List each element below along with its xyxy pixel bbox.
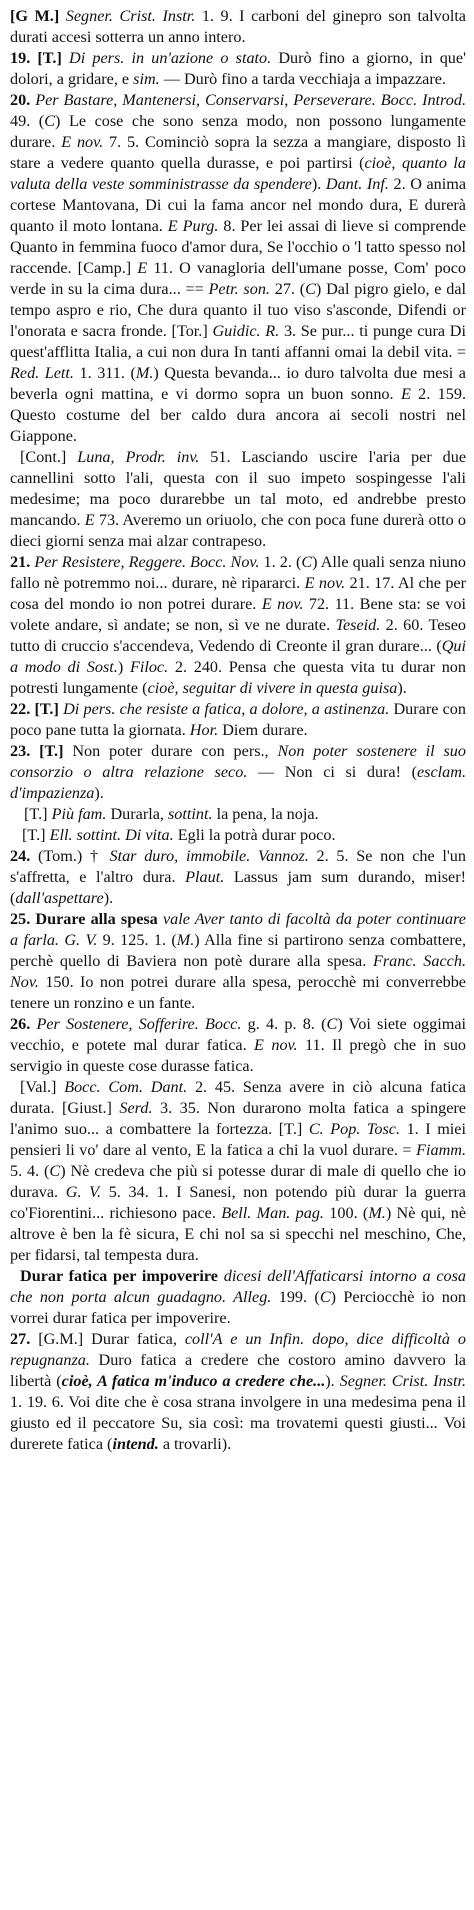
entry-text: 11. O vanagloria dell'umane posse, Com' poco verde in su la cima dura... == xyxy=(10,259,466,298)
entry-text: 24. xyxy=(10,847,38,865)
entry-seg-24 xyxy=(10,846,466,909)
entry-text: 150. Io non potrei durare alla spesa, perocchè mi converrebbe tenere un ronzino e un fante. xyxy=(10,973,466,1012)
entry-text: 5. 34. 1. I Sanesi, non potendo più durar la guerra co'Fiorentini... richiesono pace. xyxy=(10,1183,466,1222)
entry-text: E xyxy=(400,385,411,403)
entry-text: — Durò fino a tarda vecchiaja a impazzare. xyxy=(159,70,446,88)
entry-text: Bocc. Com. Dant. xyxy=(64,1078,188,1096)
entry-text: ). xyxy=(325,1372,340,1390)
entry-text: 199. ( xyxy=(271,1288,320,1306)
entry-seg-cont xyxy=(10,447,466,552)
entry-seg-21 xyxy=(10,552,466,699)
entry-text: E nov. xyxy=(254,1036,298,1054)
entry-text: Per Sostenere, Sofferire. Bocc. xyxy=(36,1015,242,1033)
entry-seg-25 xyxy=(10,909,466,1014)
entry-text: M. xyxy=(368,1204,386,1222)
entry-text: [T.] xyxy=(22,826,50,844)
entry-text: 1. 9. I carboni del ginepro son talvolta durati accesi sotterra un anno intero. xyxy=(10,7,466,46)
entry-text: Red. Lett. xyxy=(10,364,74,382)
entry-text: 72. 11. Bene sta: se voi volete andare, sì andate; se non, sì ve ne durate. xyxy=(10,595,466,634)
entry-text: C xyxy=(49,1162,61,1180)
entry-text: cioè, quanto la valuta della veste somministrasse da spendere xyxy=(10,154,466,193)
entry-text: C xyxy=(305,280,316,298)
entry-text: 73. Averemo un oriuolo, che con poca fune durerà otto o dieci giorni senza mai alzar contrapeso. xyxy=(10,511,466,550)
entry-text: Durar fatica per impoverire xyxy=(20,1267,224,1285)
entry-text: 7. 5. Cominciò sopra la sezza a mangiare, disposto lì stare a vedere quanto quella durasse, e poi partirsi ( xyxy=(10,133,466,172)
entry-text: [G.M.] Durar fatica, xyxy=(38,1330,185,1348)
entry-text: C xyxy=(301,553,313,571)
entry-text: 1. 311. ( xyxy=(73,364,136,382)
entry-text: G. V. xyxy=(65,1183,102,1201)
entry-text: Per Bastare, Mantenersi, Conservarsi, Perseverare. Bocc. Introd. xyxy=(35,91,466,109)
entry-text: 2. 60. Teseo tutto di cruccio s'accendeva, Vedendo di Creonte il gran durare... ( xyxy=(10,616,466,655)
entry-text: [T.] xyxy=(24,805,52,823)
entry-text: Durare con poco pane tutta la giornata. xyxy=(10,700,466,739)
entry-text: ) Alla fine si partirono senza combattere, perchè quello di Baviera non potè durare alla spesa. xyxy=(10,931,466,970)
entry-text: Luna, Prodr. inv. xyxy=(77,448,200,466)
entry-text: Più fam. xyxy=(51,805,107,823)
entry-text: 3. Se pur... ti punge cura Di quest'afflitta Italia, a cui non dura In tanti affanni omai la debil vita. = xyxy=(10,322,466,361)
entry-text: ) Questa bevanda... io duro talvolta due mesi a beverla ogni mattina, e vi dormo sopra un buon sonno. xyxy=(10,364,466,403)
entry-text: Dant. Inf. xyxy=(325,175,389,193)
entry-seg-23a xyxy=(10,804,466,825)
entry-text: 25. Durare alla spesa xyxy=(10,910,163,928)
entry-text: ) Nè credeva che più si potesse durar di male di quello che io durava. xyxy=(10,1162,467,1201)
entry-text: C xyxy=(44,112,55,130)
entry-text: intend. xyxy=(112,1435,159,1453)
entry-text: ) xyxy=(117,658,130,676)
entry-text: Diem durare. xyxy=(218,721,308,739)
entry-seg-val xyxy=(10,1077,466,1266)
entry-text: Di pers. che resiste a fatica, a dolore, a astinenza. xyxy=(63,700,390,718)
entry-text: 27. ( xyxy=(269,280,306,298)
entry-text: Segner. Crist. Instr. xyxy=(65,7,202,25)
entry-text: M. xyxy=(135,364,154,382)
entry-text: 3. 35. Non durarono molta fatica a spingere l'animo suo... a combattere la fortezza. [T.] xyxy=(10,1099,466,1138)
entry-text: ). xyxy=(103,889,114,907)
entry-text: 26. xyxy=(10,1015,37,1033)
entry-text: Teseid. xyxy=(335,616,381,634)
entry-text: 2. 240. Pensa che questa vita tu durar non potresti lungamente ( xyxy=(10,658,466,697)
entry-text: C. Pop. Tosc. xyxy=(308,1120,401,1138)
entry-seg-23 xyxy=(10,741,466,804)
entry-text: ) Dal pigro gielo, e dal tempo aspro e rio, Che dura quanto il tuo viso s'asconde, Difendi or l'onorata e sacra fronde. [Tor.] xyxy=(10,280,467,340)
entry-seg-26 xyxy=(10,1014,466,1077)
entry-seg-19 xyxy=(10,48,466,90)
entry-text: Guidic. R. xyxy=(212,322,280,340)
entry-text: ) Alle quali senza niuno fallo nè potremmo noi... durare, nè ripararci. xyxy=(10,553,466,592)
entry-text: 51. Lasciando uscire l'aria per due cannellini sotto l'ali, questa con il suo impeto sospingesse l'ali medesime; ma poco durarebbe un tal moto, ed andrebbe presto mancando. xyxy=(10,448,466,529)
entry-text: Bell. Man. pag. xyxy=(221,1204,324,1222)
entry-text: Lassus jam sum durando, miser! ( xyxy=(10,868,466,907)
entry-text: Per Resistere, Reggere. Bocc. Nov. xyxy=(34,553,260,571)
entry-text: ) Voi siete oggimai vecchio, e potete mal durar fatica. xyxy=(10,1015,467,1054)
entry-text: E nov. xyxy=(261,595,304,613)
entry-text: C xyxy=(319,1288,331,1306)
entry-text: ). xyxy=(311,175,326,193)
entry-text: dall'aspettare xyxy=(15,889,104,907)
entry-text: 27. xyxy=(10,1330,39,1348)
entry-text: Franc. Sacch. Nov. xyxy=(10,952,466,991)
entry-text: 2. O anima cortese Mantovana, Di cui la fama ancor nel mondo dura, E durerà quanto il moto lontana. xyxy=(10,175,467,235)
entry-seg-20 xyxy=(10,90,466,447)
entry-text: 22. [T.] xyxy=(10,700,64,718)
entry-text: 9. 125. 1. ( xyxy=(97,931,177,949)
entry-text: ) Nè qui, nè altrove è ben la fè sicura, E chi nol sa si specchi nel meschino, Che, per fidarsi, tal tempesta dura. xyxy=(10,1204,467,1264)
entry-text: Egli la potrà durar poco. xyxy=(173,826,336,844)
entry-text: Petr. son. xyxy=(208,280,270,298)
entry-text: 1. 19. 6. Voi dite che è cosa strana involgere in una medesima pena il giusto ed il peccatore Su, sia così: ma trovatemi questi giusti... Voi durerete fatica ( xyxy=(10,1393,466,1453)
entry-text: Serd. xyxy=(119,1099,153,1117)
entry-text: cioè, seguitar di vivere in questa guisa xyxy=(147,679,398,697)
entry-text: E xyxy=(84,511,95,529)
entry-text: ) Le cose che sono senza modo, non possono lungamente durare. xyxy=(10,112,466,151)
entry-text: Plaut. xyxy=(185,868,225,886)
entry-text: ). xyxy=(397,679,407,697)
entry-text: Star duro, immobile. Vannoz. xyxy=(109,847,309,865)
entry-text: Durò fino a giorno, in que' dolori, a gridare, e xyxy=(10,49,466,88)
entry-seg-imp xyxy=(10,1266,466,1329)
entry-text: [G M.] xyxy=(10,7,66,25)
entry-seg-gm xyxy=(10,6,466,48)
entry-text: Filoc. xyxy=(129,658,169,676)
entry-text: 1. 2. ( xyxy=(259,553,302,571)
entry-text: 21. xyxy=(10,553,35,571)
entry-text: cioè, A fatica m'induco a credere che... xyxy=(61,1372,326,1390)
entry-text: (Tom.) † xyxy=(37,847,110,865)
entry-text: Ell. sottint. Di vita. xyxy=(49,826,174,844)
entry-text: 21. 17. Al che per cosa del mondo io non potrei durare. xyxy=(10,574,466,613)
entry-seg-22 xyxy=(10,699,466,741)
entry-text: E nov. xyxy=(61,133,104,151)
entry-text: vale Aver tanto di facoltà da poter continuare a farla. G. V. xyxy=(10,910,466,949)
entry-text: g. 4. p. 8. ( xyxy=(241,1015,327,1033)
entry-text: coll'A e un Infin. dopo, dice difficoltà o repugnanza. xyxy=(10,1330,467,1369)
entry-text: 100. ( xyxy=(323,1204,369,1222)
entry-text: — Non ci si dura! ( xyxy=(247,763,417,781)
entry-text: sim. xyxy=(133,70,160,88)
entry-text: 2. 45. Senza avere in ciò alcuna fatica durata. [Giust.] xyxy=(10,1078,466,1117)
entry-text: sottint. xyxy=(168,805,213,823)
entry-text: Durarla, xyxy=(106,805,168,823)
entry-seg-27 xyxy=(10,1329,466,1455)
entry-text: a trovarli). xyxy=(158,1435,232,1453)
entry-text: esclam. d'impazienza xyxy=(10,763,466,802)
entry-text: 20. xyxy=(10,91,36,109)
entry-text: Qui a modo di Sost. xyxy=(10,637,466,676)
entry-text: dicesi dell'Affaticarsi intorno a cosa che non porta alcun guadagno. Alleg. xyxy=(10,1267,466,1306)
entry-text: 8. Per lei assai di lieve si comprende Quanto in femmina fuoco d'amor dura, Se l'occhio o 'l tatto spesso nol raccende. [Camp.] xyxy=(10,217,467,277)
entry-text: 2. 5. Se non che l'un s'affretta, e l'altro dura. xyxy=(10,847,466,886)
entry-text: E nov. xyxy=(304,574,346,592)
entry-text: 19. [T.] xyxy=(10,49,70,67)
entry-text: 23. [T.] xyxy=(10,742,73,760)
entry-text: 49. ( xyxy=(10,112,45,130)
entry-text: [Val.] xyxy=(20,1078,65,1096)
entry-text: Di pers. in un'azione o stato. xyxy=(69,49,279,67)
entry-text: Non poter sostenere il suo consorzio o altra relazione seco. xyxy=(10,742,466,781)
entry-text: Hor. xyxy=(189,721,219,739)
entry-text: C xyxy=(326,1015,338,1033)
entry-text: Duro fatica a credere che costoro amino davvero la libertà ( xyxy=(10,1351,466,1390)
entry-text: ). xyxy=(94,784,104,802)
entry-text: Non poter durare con pers., xyxy=(72,742,278,760)
entry-text: ) Perciocchè io non vorrei durar fatica per impoverire. xyxy=(10,1288,467,1327)
entry-text: 11. Il pregò che in suo servigio in queste cose durasse fatica. xyxy=(10,1036,467,1075)
entry-text: 1. I miei pensieri li vo' dare al vento, E la fatica a chi la vuol durare. = xyxy=(10,1120,466,1159)
entry-seg-23b xyxy=(10,825,466,846)
entry-text: 5. 4. ( xyxy=(10,1162,50,1180)
entry-text: E xyxy=(137,259,148,277)
entry-text: Fiamm. xyxy=(416,1141,466,1159)
entry-text: E Purg. xyxy=(167,217,219,235)
entry-text: [Cont.] xyxy=(20,448,78,466)
entry-text: M. xyxy=(176,931,195,949)
entry-text: Segner. Crist. Instr. xyxy=(339,1372,466,1390)
entry-text: la pena, la noja. xyxy=(212,805,319,823)
entry-text: 2. 159. Questo costume del ber caldo dura ancora ai secoli nostri nel Giappone. xyxy=(10,385,467,445)
